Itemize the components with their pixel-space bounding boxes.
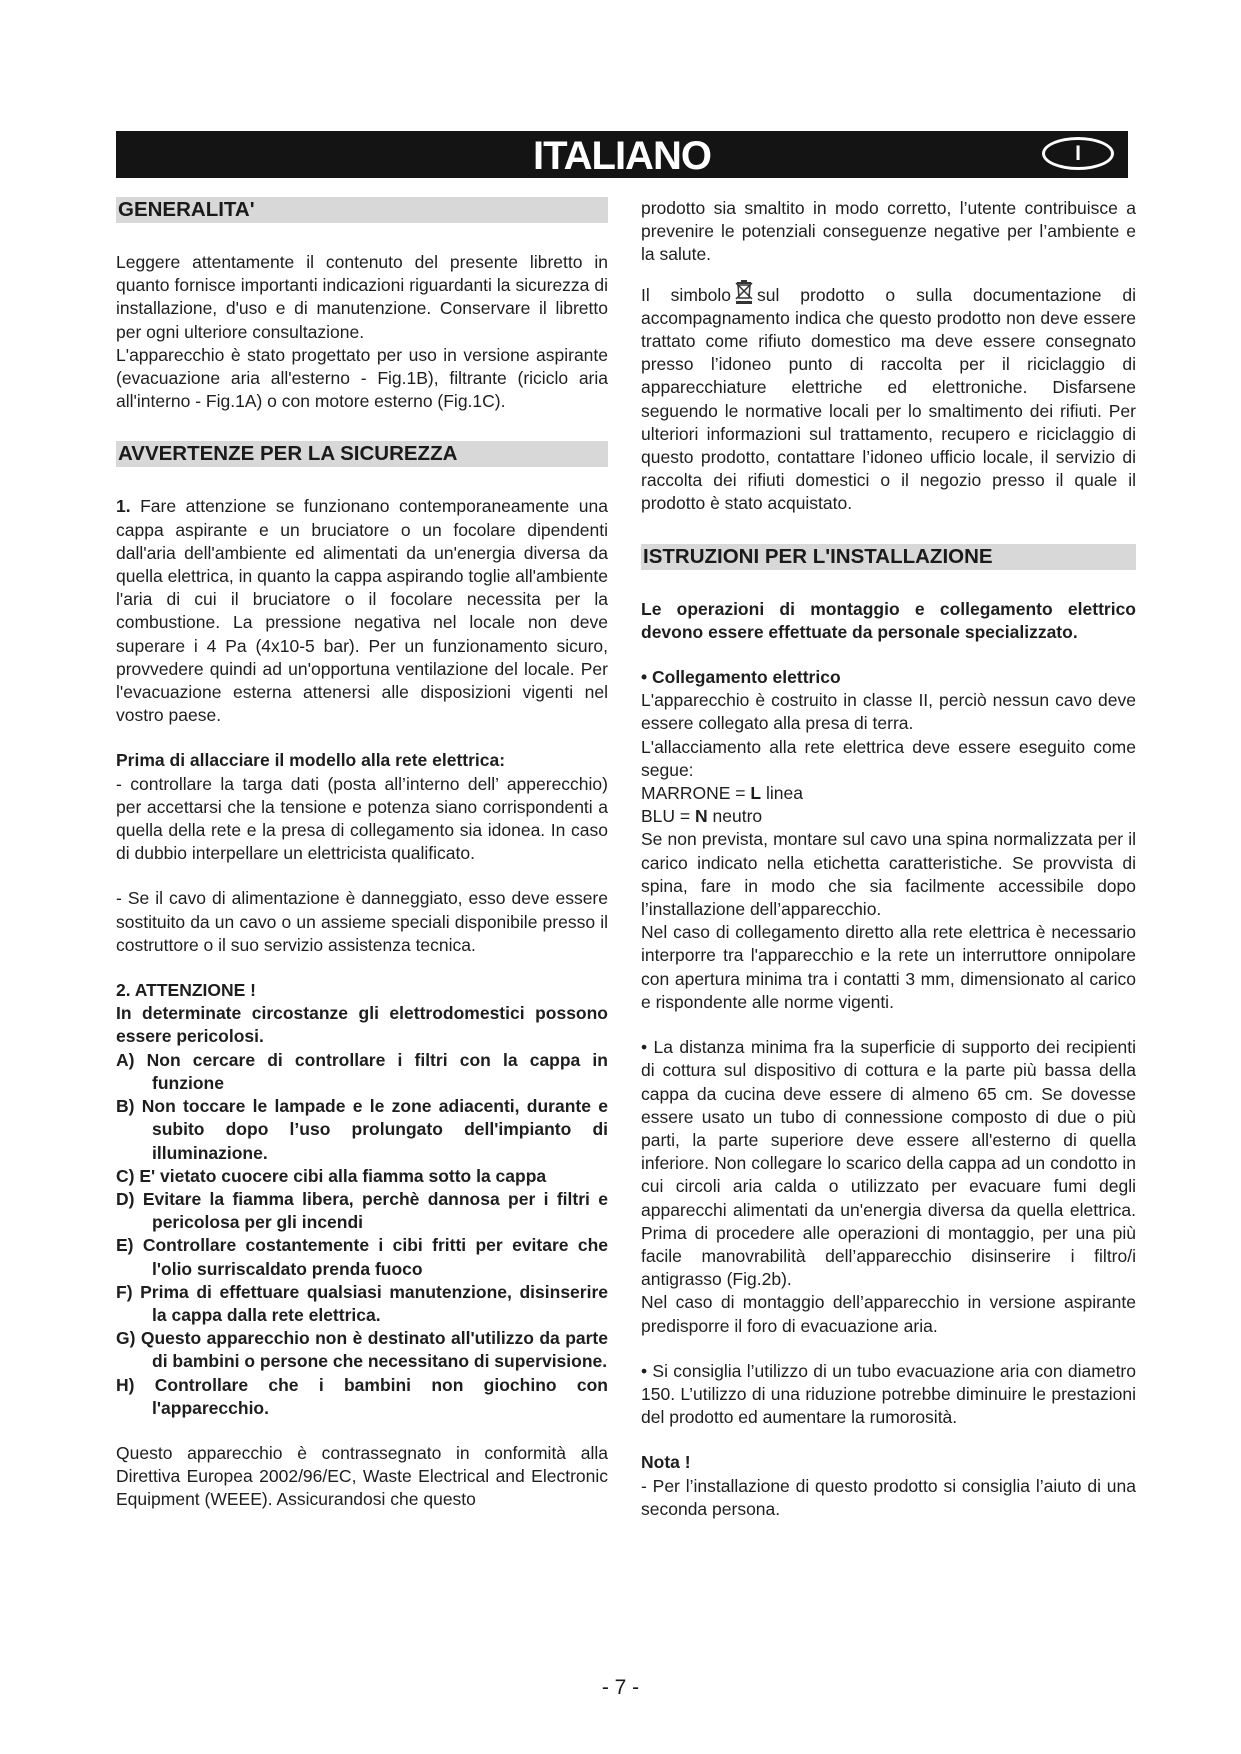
cavo-text: - Se il cavo di alimentazione è danneggiato, esso deve essere sostituito da un cavo o un assieme speciali disponibile presso il costruttore o il suo servizio assistenza tecnica. <box>116 888 608 955</box>
attenzione-title: 2. ATTENZIONE ! <box>116 980 256 1001</box>
distanza-text: • La distanza minima fra la superficie di supporto dei recipienti di cottura sul dispositivo di cottura e la parte più bassa della cappa da cucina deve essere di almeno 65 cm. Se dovesse essere usato un tubo di connessione composto di due o più parti, la parte superiore deve essere all'esterno di quella inferiore. Non collegare lo scarico della cappa ad un condotto in cui circoli aria calda o utilizzato per evacuare fumi degli apparecchi alimentati da un'energia diversa da quella elettrica. Prima di procedere alle operazioni di montaggio, per una più facile manovrabilità dell’apparecchio disinserire i filtro/i antigrasso (Fig.2b). <box>641 1037 1136 1290</box>
heading-istruzioni: ISTRUZIONI PER L'INSTALLAZIONE <box>641 544 1136 570</box>
marrone-value: linea <box>761 783 803 804</box>
attenzione-intro: In determinate circostanze gli elettrodomestici possono essere pericolosi. <box>116 1003 608 1047</box>
safety-point-1-text: Fare attenzione se funzionano contemporaneamente una cappa aspirante e un bruciatore o un focolare dipendenti dall'aria dell'ambiente ed alimentati da un'energia diversa da quella elettrica, in quanto la cappa aspirando toglie all'ambiente l'aria di cui il bruciatore o il focolare necessita per la combustione. La pressione negativa nel locale non deve superare i 4 Pa (4x10-5 bar). Per un funzionamento sicuro, provvedere quindi ad un'opportuna ventilazione del locale. Per l'evacuazione esterna attenersi alle disposizioni vigenti nel vostro paese. <box>116 496 608 726</box>
simbolo-paragraph <box>641 279 1136 516</box>
blu-code: N <box>695 806 708 827</box>
prima-title: Prima di allacciare il modello alla rete elettrica: <box>116 750 506 771</box>
weee-text: Questo apparecchio è contrassegnato in conformità alla Direttiva Europea 2002/96/EC, Waste Electrical and Electronic Equipment (WEEE). Assicurandosi che questo <box>116 1442 608 1510</box>
weee-continuation: prodotto sia smaltito in modo corretto, l’utente contribuisce a prevenire le potenziali conseguenze negative per l’ambiente e la salute. <box>641 198 1136 265</box>
spina-text: Se non prevista, montare sul cavo una spina normalizzata per il carico indicato nella etichetta caratteristiche. Se provvista di spina, fare in modo che sia facilmente accessibile dopo l’installazione dell’apparecchio. <box>641 829 1136 920</box>
warning-item: F) Prima di effettuare qualsiasi manutenzione, disinserire la cappa dalla rete elettrica. <box>116 1281 608 1325</box>
marrone-label: MARRONE = <box>641 783 751 804</box>
warning-item: C) E' vietato cuocere cibi alla fiamma sotto la cappa <box>116 1165 547 1186</box>
versione-text: Nel caso di montaggio dell’apparecchio in versione aspirante predisporre il foro di evacuazione aria. <box>641 1292 1136 1336</box>
warning-item: D) Evitare la fiamma libera, perchè dannosa per i filtri e pericolosa per gli incendi <box>116 1188 608 1233</box>
allacciamento-text: L'allacciamento alla rete elettrica deve essere eseguito come segue: <box>641 736 1136 780</box>
heading-generalita: GENERALITA' <box>116 197 608 223</box>
warning-item: G) Questo apparecchio non è destinato all'utilizzo da parte di bambini o persone che necessitano di supervisione. <box>116 1328 608 1372</box>
safety-point-1-number: 1. <box>116 496 131 517</box>
simbolo-pre: Il simbolo <box>641 284 731 305</box>
warning-item: B) Non toccare le lampade e le zone adiacenti, durante e subito dopo l’uso prolungato dell'impianto di illuminazione. <box>116 1096 608 1163</box>
tubo-text: • Si consiglia l’utilizzo di un tubo evacuazione aria con diametro 150. L’utilizzo di una riduzione potrebbe diminuire le prestazioni del prodotto ed aumentare la rumorosità. <box>641 1360 1136 1428</box>
right-column <box>641 197 1136 1521</box>
marrone-code: L <box>750 783 762 804</box>
collegamento-title: • Collegamento elettrico <box>641 667 841 688</box>
generalita-paragraph-2: L'apparecchio è stato progettato per uso in versione aspirante (evacuazione aria all'esterno - Fig.1B), filtrante (riciclo aria all'interno - Fig.1A) o con motore esterno (Fig.1C). <box>116 344 608 412</box>
operazioni-text: Le operazioni di montaggio e collegamento elettrico devono essere effettuate da personale specializzato. <box>641 598 1136 642</box>
heading-sicurezza: AVVERTENZE PER LA SICUREZZA <box>116 441 608 467</box>
nota-text: - Per l’installazione di questo prodotto si consiglia l’aiuto di una seconda persona. <box>641 1475 1136 1519</box>
prima-text: - controllare la targa dati (posta all’interno dell’ apperecchio) per accettarsi che la tensione e potenza siano corrispondenti a quella della rete e la presa di collegamento sia idonea. In caso di dubbio interpellare un elettricista qualificato. <box>116 773 608 864</box>
generalita-paragraph-1: Leggere attentamente il contenuto del presente libretto in quanto fornisce importanti indicazioni riguardanti la sicurezza di installazione, d'uso e di manutenzione. Conservare il libretto per ogni ulteriore consultazione. <box>116 252 608 342</box>
banner-title: ITALIANO <box>533 134 711 178</box>
warning-item: A) Non cercare di controllare i filtri con la cappa in funzione <box>116 1049 608 1093</box>
weee-bin-icon <box>734 279 754 305</box>
safety-point-1 <box>116 495 608 727</box>
marrone-line <box>641 782 1136 805</box>
blu-line <box>641 805 1136 828</box>
blu-label: BLU = <box>641 806 695 827</box>
language-badge <box>1042 137 1114 170</box>
classe-text: L'apparecchio è costruito in classe II, perciò nessun cavo deve essere collegato alla presa di terra. <box>641 690 1136 734</box>
warning-item: E) Controllare costantemente i cibi fritti per evitare che l'olio surriscaldato prenda fuoco <box>116 1235 608 1279</box>
warning-item: H) Controllare che i bambini non giochino con l'apparecchio. <box>116 1374 608 1418</box>
language-banner <box>116 131 1128 178</box>
simbolo-post: sul prodotto o sulla documentazione di accompagnamento indica che questo prodotto non deve essere trattato come rifiuto domestico ma deve essere consegnato presso l’idoneo punto di raccolta per il riciclaggio di apparecchiature elettriche ed elettroniche. Disfarsene seguendo le normative locali per lo smaltimento dei rifiuti. Per ulteriori informazioni sul trattamento, recupero e riciclaggio di questo prodotto, contattare l’idoneo ufficio locale, il servizio di raccolta dei rifiuti domestici o il negozio presso il quale il prodotto è stato acquistato. <box>641 284 1136 514</box>
blu-value: neutro <box>707 806 763 827</box>
nota-title: Nota ! <box>641 1452 691 1473</box>
diretto-text: Nel caso di collegamento diretto alla rete elettrica è necessario interporre tra l'apparecchio e la rete un interruttore onnipolare con apertura minima tra i contatti 3 mm, dimensionato al carico e rispondente alle norme vigenti. <box>641 922 1136 1012</box>
page-number: - 7 - <box>601 1676 640 1699</box>
left-column <box>116 197 608 1512</box>
language-code: I <box>1075 141 1081 165</box>
